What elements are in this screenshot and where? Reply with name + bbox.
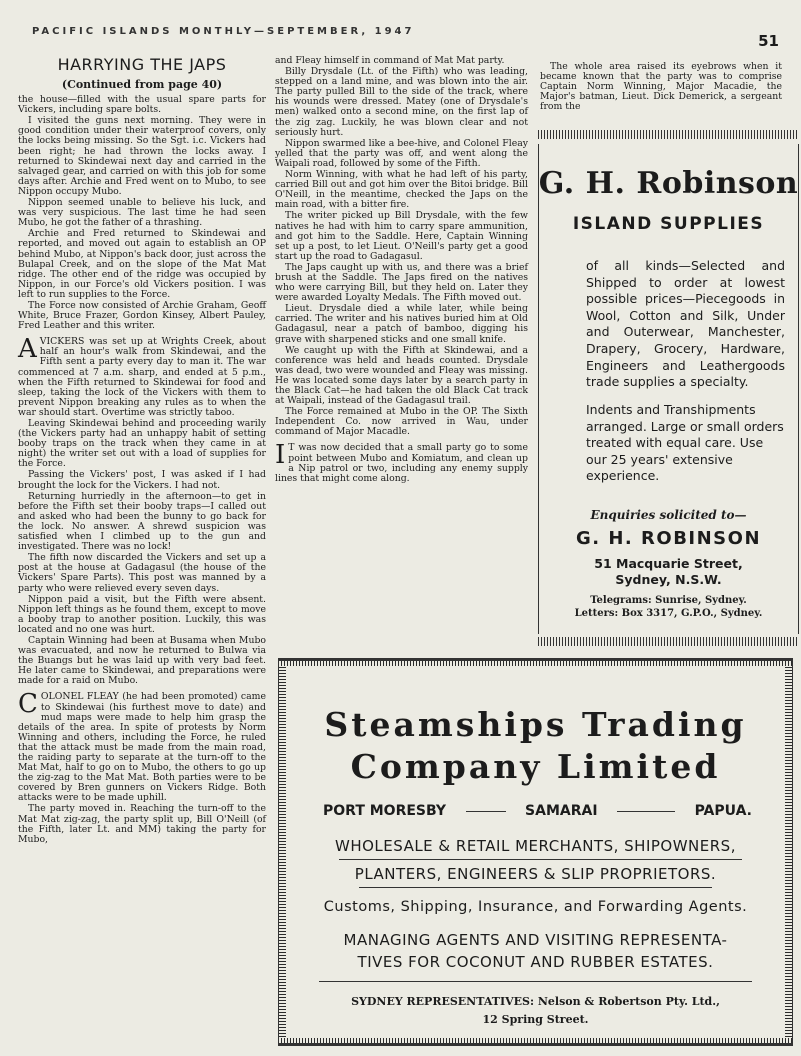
page-header [20, 18, 785, 52]
paragraph: Nippon seemed unable to believe his luck, and was very suspicious. The last time he had seen Mubo, he got the father of a thrashing. [18, 197, 266, 229]
paragraph: Leaving Skindewai behind and proceeding warily (the Vickers party had an unhappy habit of setting booby traps on the track when they came in at night) the writer set out with a load of supplies for the Force. [18, 418, 266, 470]
contact-details [538, 594, 799, 620]
ad-frame [278, 658, 793, 1046]
paragraph-text: OLONEL FLEAY (he had been promoted) came to Skindewai (his furthest move to date) and mud maps were made to help him grasp the details of the area. In spite of protests by Norm Winning and others, including the Force, he ruled that the attack must be made from the main road, the raiding party to separate at the turn-off to the Mat Mat, half to go on to Mubo, the others to go up the zig-zag to the Mat Mat. Both parties were to be covered by Bren gunners on Vickers Ridge. Both attacks were to be made uphill. [18, 691, 266, 804]
location: PORT MORESBY [323, 803, 447, 819]
hatch-border [538, 637, 799, 646]
divider [319, 981, 752, 982]
paragraph: The party moved in. Reaching the turn-off to the Mat Mat zig-zag, the party split up, Bill O'Neill (of the Fifth, later Lt. and MM) taking the party for Mubo, [18, 803, 266, 845]
hatch-border [538, 130, 799, 139]
paragraph: The fifth now discarded the Vickers and set up a post at the house at Gadagasul (the house of the Vickers' Spare Parts). This post was manned by a party who were relieved every seven days. [18, 552, 266, 594]
paragraph-text: T was now decided that a small party go to some point between Mubo and Komiatum, and clean up a Nip patrol or two, including any enemy supply lines that might come along. [275, 442, 528, 484]
location: SAMARAI [525, 803, 598, 819]
company-name-line-2: Company Limited [350, 747, 721, 786]
location: PAPUA. [694, 803, 752, 819]
running-head: PACIFIC ISLANDS MONTHLY—SEPTEMBER, 1947 [32, 26, 415, 37]
paragraph: The writer picked up Bill Drysdale, with the few natives he had with him to carry spare ammunition, and got him to the Saddle. Here, Captain Winning set up a post, to let Lieut. O'Neill's party get a good start up the road to Gadagasul. [275, 210, 528, 262]
paragraph: I visited the guns next morning. They were in good condition under their waterproof covers, only the locks being missing. So the Sgt. i.c. Vickers had been right; he had thrown the locks away. I returned to Skindewai next day and carried in the salvaged gear, and carried on with this job for some days after. Archie and Fred went on to Mubo, to see Nippon occupy Mubo. [18, 115, 266, 197]
paragraph: Billy Drysdale (Lt. of the Fifth) who was leading, stepped on a land mine, and was blown into the air. The party pulled Bill to the side of the track, where his wounds were dressed. Matey (one of Drysdale's men) walked onto a second mine, on the first lap of the zig zag. Luckily, he was blown clear and not seriously hurt. [275, 66, 528, 138]
section-paragraph [275, 440, 528, 484]
enquiries-line: Enquiries solicited to— [590, 508, 747, 522]
paragraph: The whole area raised its eyebrows when it became known that the party was to comprise Captain Norm Winning, Major Macadie, the Major's batman, Lieut. Dick Demerick, a sergeant from the [540, 61, 782, 113]
article-column-1 [18, 56, 266, 846]
street-address [538, 556, 799, 588]
paragraph: Nippon paid a visit, but the Fifth were absent. Nippon left things as he found them, except to move a booby trap to another position. Luckily, this was located and no one was hurt. [18, 593, 266, 635]
article-title: HARRYING THE JAPS [57, 55, 227, 74]
paragraph: and Fleay himself in command of Mat Mat party. [275, 55, 505, 66]
paragraph: Archie and Fred returned to Skindewai and reported, and moved out again to establish an OP behind Mubo, at Nippon's back door, just across the Bulapal Creek, and on the slope of the Mat Mat ridge. The other end of the ridge was occupied by Nippon, in our Force's old Vickers position. I was left to run supplies to the Force. [18, 228, 266, 300]
services-line: TIVES FOR COCONUT AND RUBBER ESTATES. [357, 953, 714, 971]
paragraph: The Japs caught up with us, and there was a brief brush at the Saddle. The Japs fired on the natives who were carrying Bill, but they held on. Later they were awarded Loyalty Medals. The Fifth moved out. [275, 261, 528, 304]
robinson-advertisement [538, 130, 799, 646]
steamships-advertisement [270, 650, 801, 1054]
paragraph: The Force remained at Mubo in the OP. The Sixth Independent Co. now arrived in Wau, under command of Major Macadle. [275, 406, 528, 438]
divider [339, 859, 742, 860]
dash-separator [466, 811, 506, 812]
services-line: WHOLESALE & RETAIL MERCHANTS, SHIPOWNERS, [335, 837, 736, 855]
section-paragraph [18, 334, 266, 418]
article-column-2 [275, 56, 528, 485]
services-line: Customs, Shipping, Insurance, and Forwarding Agents. [323, 899, 748, 915]
services-line: MANAGING AGENTS AND VISITING REPRESENTA- [343, 931, 728, 949]
paragraph: Lieut. Drysdale died a while later, while being carried. The writer and his natives buried him at Old Gadagasul, near a patch of bamboo, digging his grave with sharpened sticks and one small knife. [275, 303, 528, 345]
representatives-line: SYDNEY REPRESENTATIVES: Nelson & Robertson Pty. Ltd., [351, 995, 720, 1008]
ad-body-2: Indents and Transhipments arranged. Large or small orders treated with equal care. Use our 25 years' extensive experience. [586, 402, 784, 484]
locations-line [323, 803, 752, 819]
representatives-address: 12 Spring Street. [482, 1013, 589, 1026]
paragraph: Nippon swarmed like a bee-hive, and Colonel Fleay yelled that the party was off, and went along the Waipali road, followed by some of the Fifth. [275, 137, 528, 169]
page-number: 51 [758, 32, 779, 50]
paragraph: the house—filled with the usual spare parts for Vickers, including spare bolts. [18, 94, 266, 116]
address-line: 51 Macquarie Street, [594, 556, 743, 571]
drop-cap: A [18, 334, 37, 365]
paragraph: Norm Winning, with what he had left of his party, carried Bill out and got him over the Bitoi bridge. Bill O'Neill, in the meantime, checked the Japs on the main road, with a bitter fire. [275, 169, 528, 211]
representatives [279, 993, 792, 1029]
drop-cap: C [18, 689, 38, 720]
telegrams-line: Telegrams: Sunrise, Sydney. [590, 595, 747, 606]
section-paragraph [18, 689, 266, 804]
paragraph-text: VICKERS was set up at Wrights Creek, about half an hour's walk from Skindewai, and the Fifth sent a party every day to man it. The war commenced at 7 a.m. sharp, and ended at 5 p.m., when the Fifth returned to Skindewai for food and sleep, taking the lock of the Vickers with them to prevent Nippon breaking any rules as to when the war should start. Overtime was strictly taboo. [18, 336, 266, 418]
drop-cap: I [275, 440, 286, 471]
services-line: PLANTERS, ENGINEERS & SLIP PROPRIETORS. [354, 865, 717, 883]
address-line: Sydney, N.S.W. [615, 572, 722, 587]
contact-name: G. H. ROBINSON [575, 528, 762, 549]
continued-note: (Continued from page 40) [61, 78, 223, 91]
article-column-3 [540, 62, 782, 113]
company-name-line-1: Steamships Trading [324, 705, 747, 744]
paragraph: Captain Winning had been at Busama when Mubo was evacuated, and now he returned to Bulwa via the Buangs but he was laid up with very bad feet. He later came to Skindewai, and preparations were made for a raid on Mubo. [18, 634, 266, 687]
paragraph: Returning hurriedly in the afternoon—to get in before the Fifth set their booby traps—I called out and asked who had been the bunny to go back for the lock. No answer. A shrewd suspicion was satisfied when I climbed up to the gun and investigated. There was no lock! [18, 490, 266, 553]
letters-line: Letters: Box 3317, G.P.O., Sydney. [574, 608, 763, 619]
paragraph: Passing the Vickers' post, I was asked if I had brought the lock for the Vickers. I had not. [18, 469, 266, 491]
ad-body: of all kinds—Selected and Shipped to order at lowest possible prices—Piecegoods in Wool, Cotton and Silk, Under and Outerwear, Manchester, Drapery, Grocery, Hardware, Engineers and Leathergoods trade supplies a specialty. [586, 258, 785, 390]
divider [359, 887, 712, 888]
dash-separator [617, 811, 675, 812]
company-name: G. H. Robinson [538, 166, 799, 201]
paragraph: We caught up with the Fifth at Skindewai, and a conference was held and heads counted. Drysdale was dead, two were wounded and Fleay was missing. He was located some days later by a search party in the Black Cat—he had taken the old Black Cat track at Waipali, instead of the Gadagasul trail. [275, 344, 528, 407]
ad-tagline: ISLAND SUPPLIES [572, 214, 765, 234]
paragraph: The Force now consisted of Archie Graham, Geoff White, Bruce Frazer, Gordon Kinsey, Albert Pauley, Fred Leather and this writer. [18, 299, 266, 332]
